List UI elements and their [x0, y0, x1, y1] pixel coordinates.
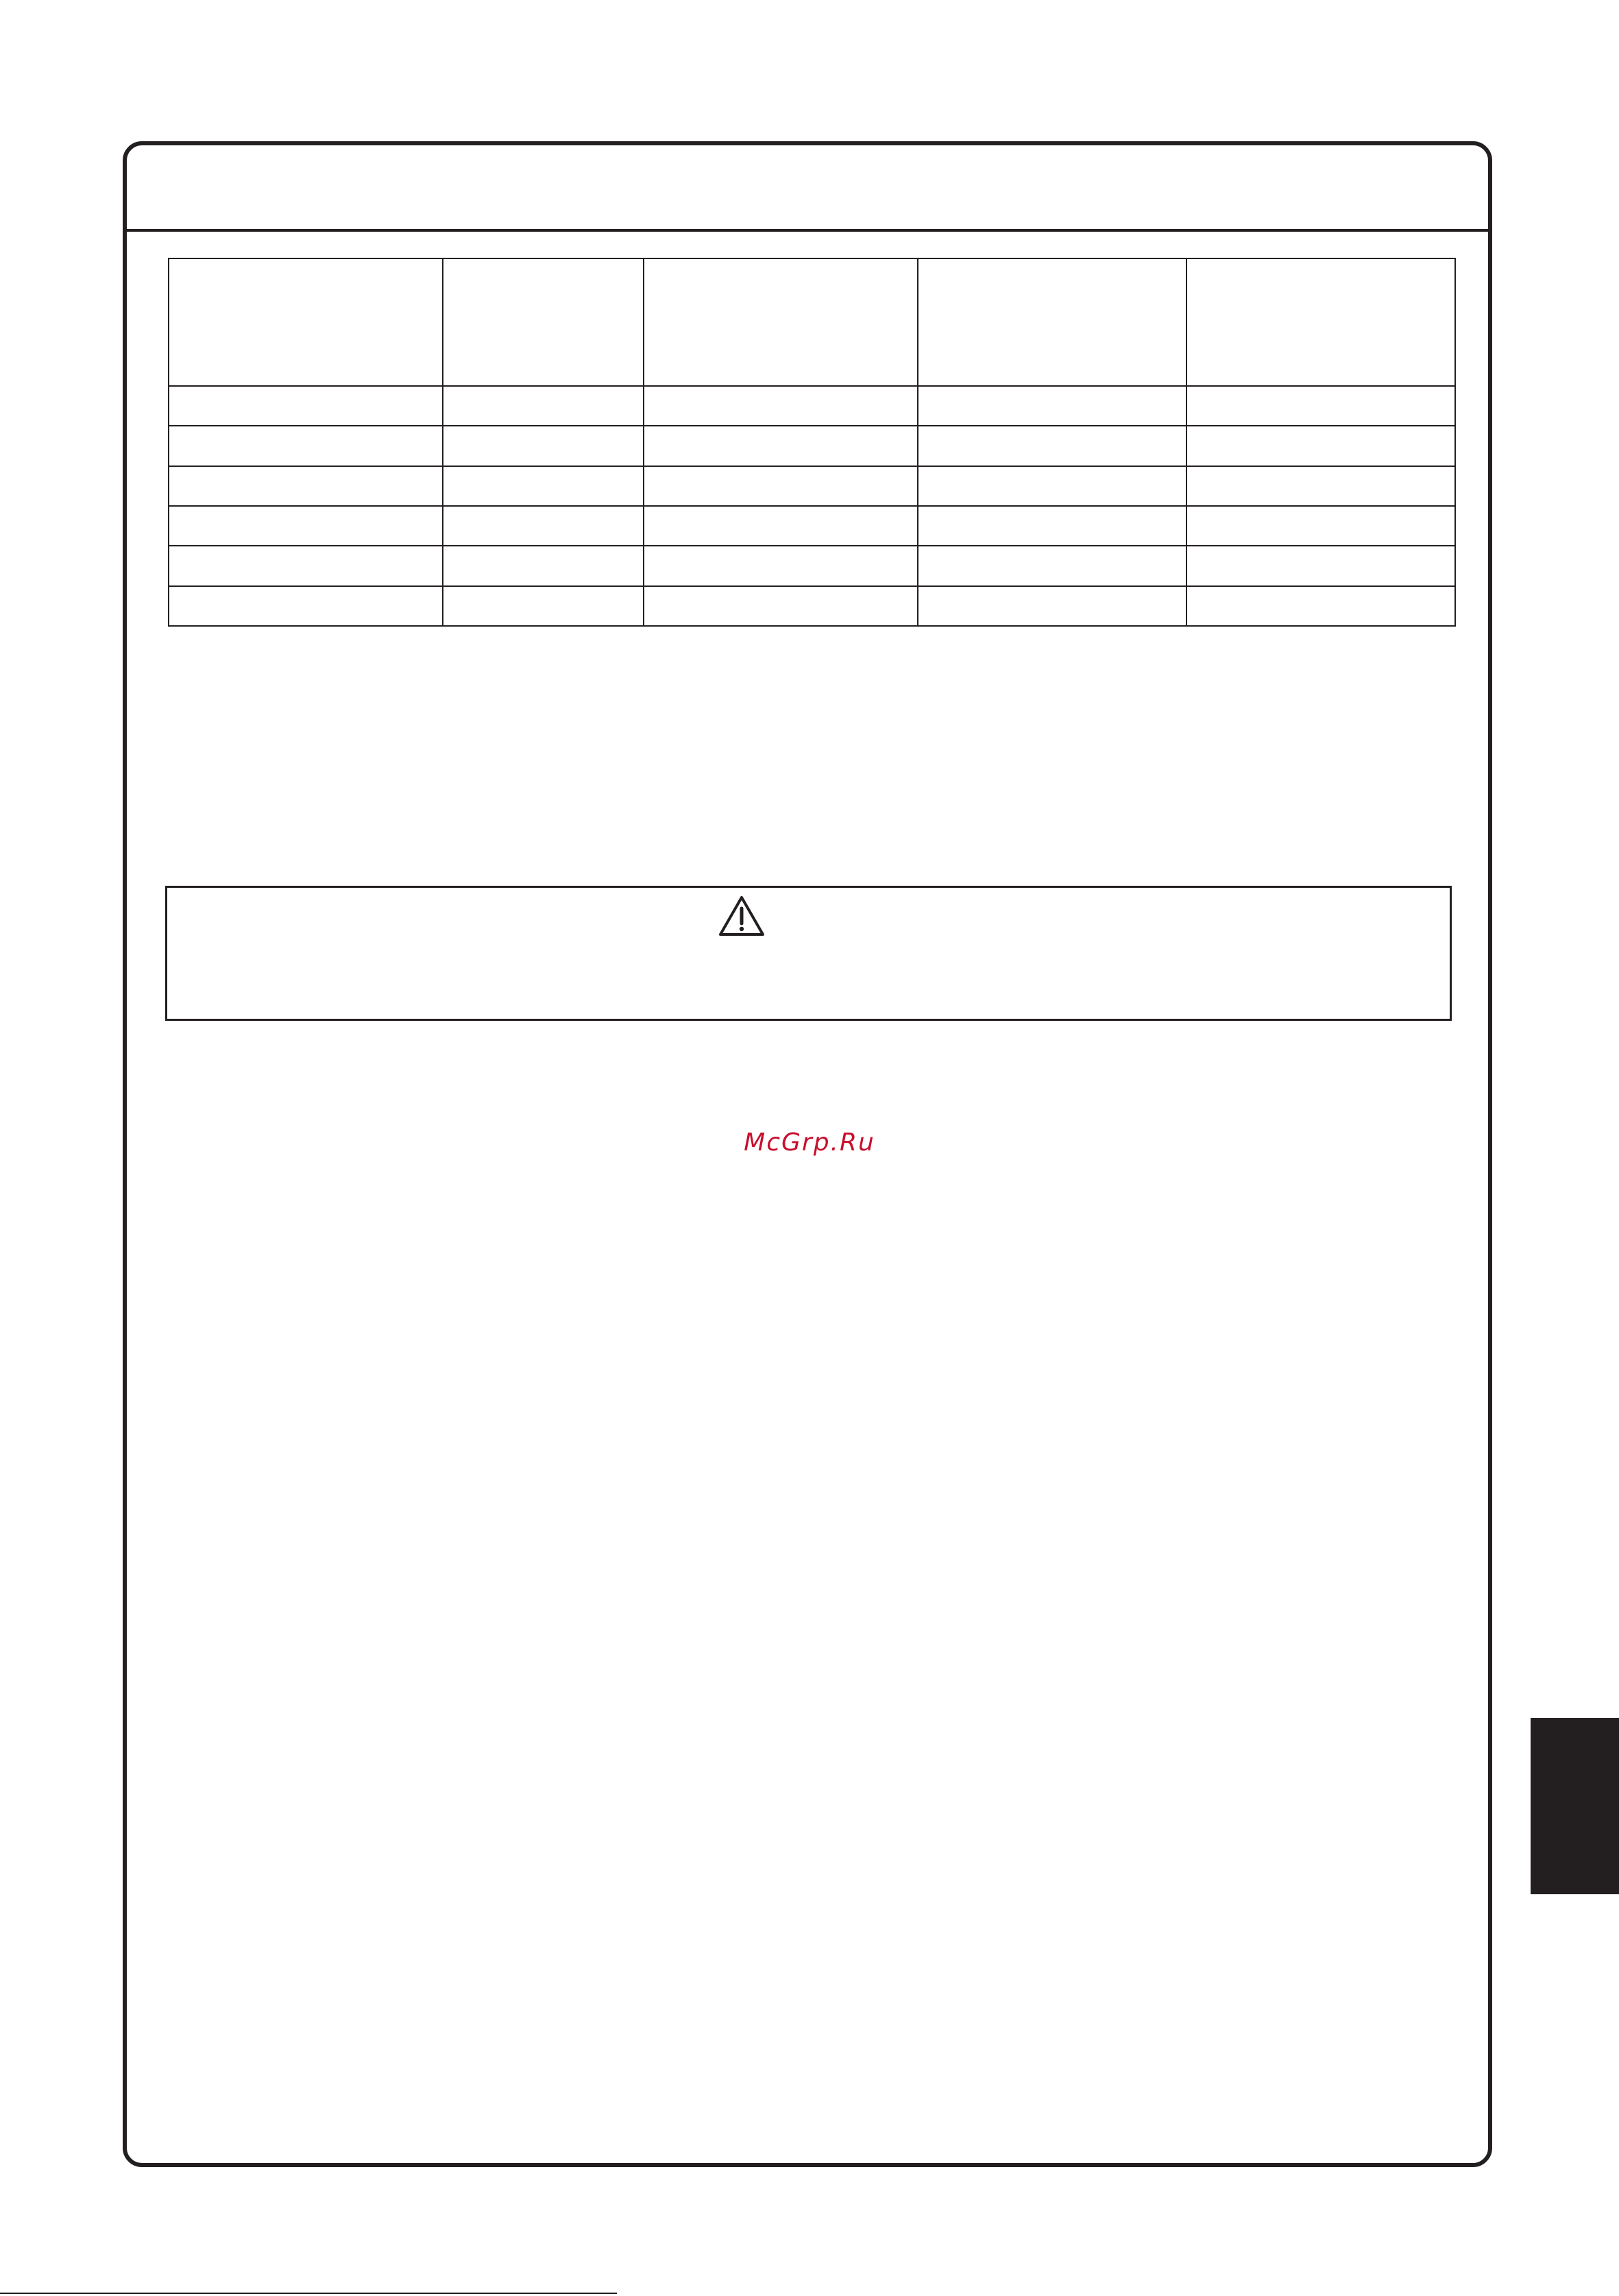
- table-cell: [443, 506, 644, 546]
- table-cell: [1186, 466, 1455, 506]
- table-row: [169, 546, 1455, 585]
- table-cell: [918, 546, 1186, 585]
- warning-box: [165, 886, 1452, 1021]
- watermark-text: McGrp.Ru: [744, 1128, 875, 1157]
- table-cell: [644, 586, 918, 626]
- table-cell: [1186, 546, 1455, 585]
- table-cell: [169, 506, 443, 546]
- table-cell: [644, 466, 918, 506]
- table-cell: [169, 546, 443, 585]
- table-header-cell: [443, 258, 644, 386]
- table-cell: [169, 466, 443, 506]
- table-header-cell: [169, 258, 443, 386]
- table-cell: [1186, 386, 1455, 426]
- table-header-cell: [918, 258, 1186, 386]
- table-cell: [918, 506, 1186, 546]
- table-row: [169, 426, 1455, 466]
- table-cell: [443, 386, 644, 426]
- table-row: [169, 586, 1455, 626]
- table-cell: [644, 386, 918, 426]
- table-header-cell: [1186, 258, 1455, 386]
- table-cell: [918, 466, 1186, 506]
- bottom-edge-line: [0, 2293, 617, 2294]
- warning-triangle-icon: [718, 895, 766, 937]
- table-cell: [644, 546, 918, 585]
- table-cell: [169, 586, 443, 626]
- side-index-tab: [1531, 1718, 1619, 1894]
- table-cell: [918, 426, 1186, 466]
- table-cell: [918, 586, 1186, 626]
- header-divider: [123, 229, 1492, 232]
- table-cell: [443, 466, 644, 506]
- table-cell: [1186, 506, 1455, 546]
- table-cell: [644, 426, 918, 466]
- table-header-row: [169, 258, 1455, 386]
- table-cell: [644, 506, 918, 546]
- table-cell: [443, 546, 644, 585]
- table-row: [169, 506, 1455, 546]
- table-cell: [1186, 426, 1455, 466]
- table-cell: [169, 386, 443, 426]
- table-cell: [1186, 586, 1455, 626]
- table-row: [169, 466, 1455, 506]
- table-cell: [443, 426, 644, 466]
- table-row: [169, 386, 1455, 426]
- table-cell: [443, 586, 644, 626]
- table-header-cell: [644, 258, 918, 386]
- spec-table: [168, 258, 1456, 627]
- table-cell: [169, 426, 443, 466]
- table-cell: [918, 386, 1186, 426]
